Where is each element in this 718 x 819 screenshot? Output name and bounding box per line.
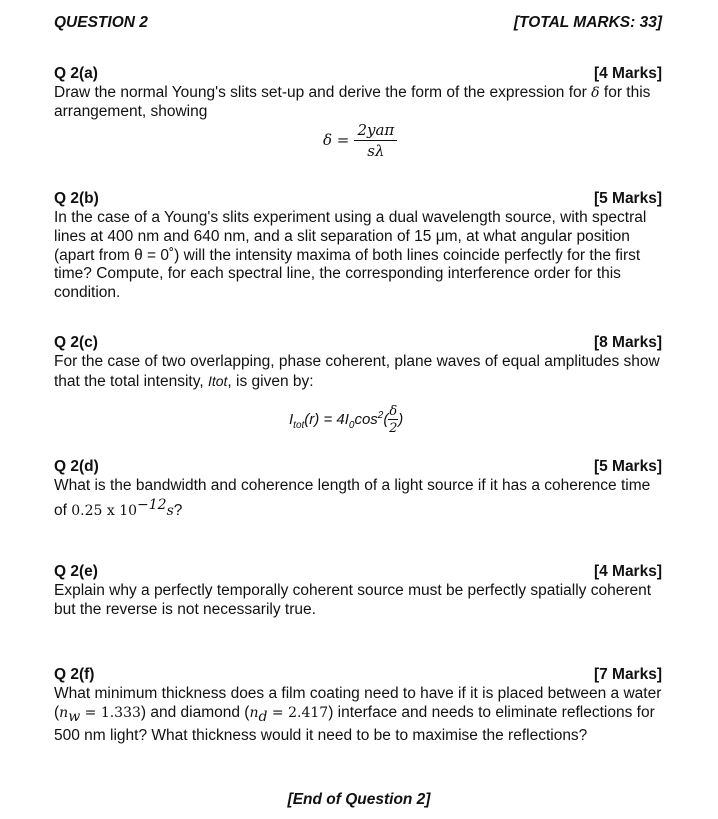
end-of-question: [End of Question 2]: [287, 791, 431, 808]
question-marks: [7 Marks]: [593, 666, 662, 683]
question-id: Q 2(c): [54, 334, 98, 351]
equation-delta: δ = $\frac{\text{2yaπ}}{s\lambda}$: [323, 121, 397, 160]
total-marks: [TOTAL MARKS: 33]: [513, 14, 662, 31]
question-text: Draw the normal Young's slits set-up and derive the form of the expression for δ for this arrangement, showing: [54, 84, 651, 120]
question-text: For the case of two overlapping, phase coherent, plane waves of equal amplitudes show that the total intensity, Itot, is given by:: [54, 353, 660, 390]
question-id: Q 2(a): [54, 65, 98, 82]
question-text: Explain why a perfectly temporally coherent source must be perfectly spatially coherent but the reverse is not necessarily true.: [54, 582, 652, 618]
question-2f: [54, 666, 662, 745]
question-id: Q 2(e): [54, 563, 98, 580]
question-marks: [5 Marks]: [593, 190, 662, 207]
question-2e: [54, 563, 662, 620]
question-title: QUESTION 2: [54, 14, 148, 31]
question-2c: [54, 334, 662, 392]
question-id: Q 2(b): [54, 190, 99, 207]
question-id: Q 2(d): [54, 458, 99, 475]
question-2b: [54, 190, 662, 303]
question-2d: [54, 458, 662, 521]
equation-intensity: $I_{tot}(r) = 4I_0\cos^2$( $\frac{\delta}{2}$ ): [289, 404, 404, 436]
question-id: Q 2(f): [54, 666, 95, 683]
question-text: What minimum thickness does a film coating need to have if it is placed between a water $(n_w = 1.333)$ and diamond $(n_d = 2.417)$ interface and needs to eliminate reflections for 500 nm light? What thickness would it need to be to maximise the reflections?: [54, 685, 662, 744]
question-marks: [5 Marks]: [593, 458, 662, 475]
question-marks: [4 Marks]: [593, 65, 662, 82]
question-text: What is the bandwidth and coherence length of a light source if it has a coherence time of 0.25 x $10^{-12}s$?: [54, 477, 651, 519]
question-2a: [54, 65, 662, 122]
question-marks: [8 Marks]: [593, 334, 662, 351]
question-marks: [4 Marks]: [593, 563, 662, 580]
question-text: In the case of a Young's slits experiment using a dual wavelength source, with spectral lines at 400 nm and 640 nm, and a slit separation of 15 μm, at what angular position (apart from θ = 0˚) will the intensity maxima of both lines coincide perfectly for the first time? Compute, for each spectral line, the corresponding interference order for this condition.: [54, 209, 647, 302]
